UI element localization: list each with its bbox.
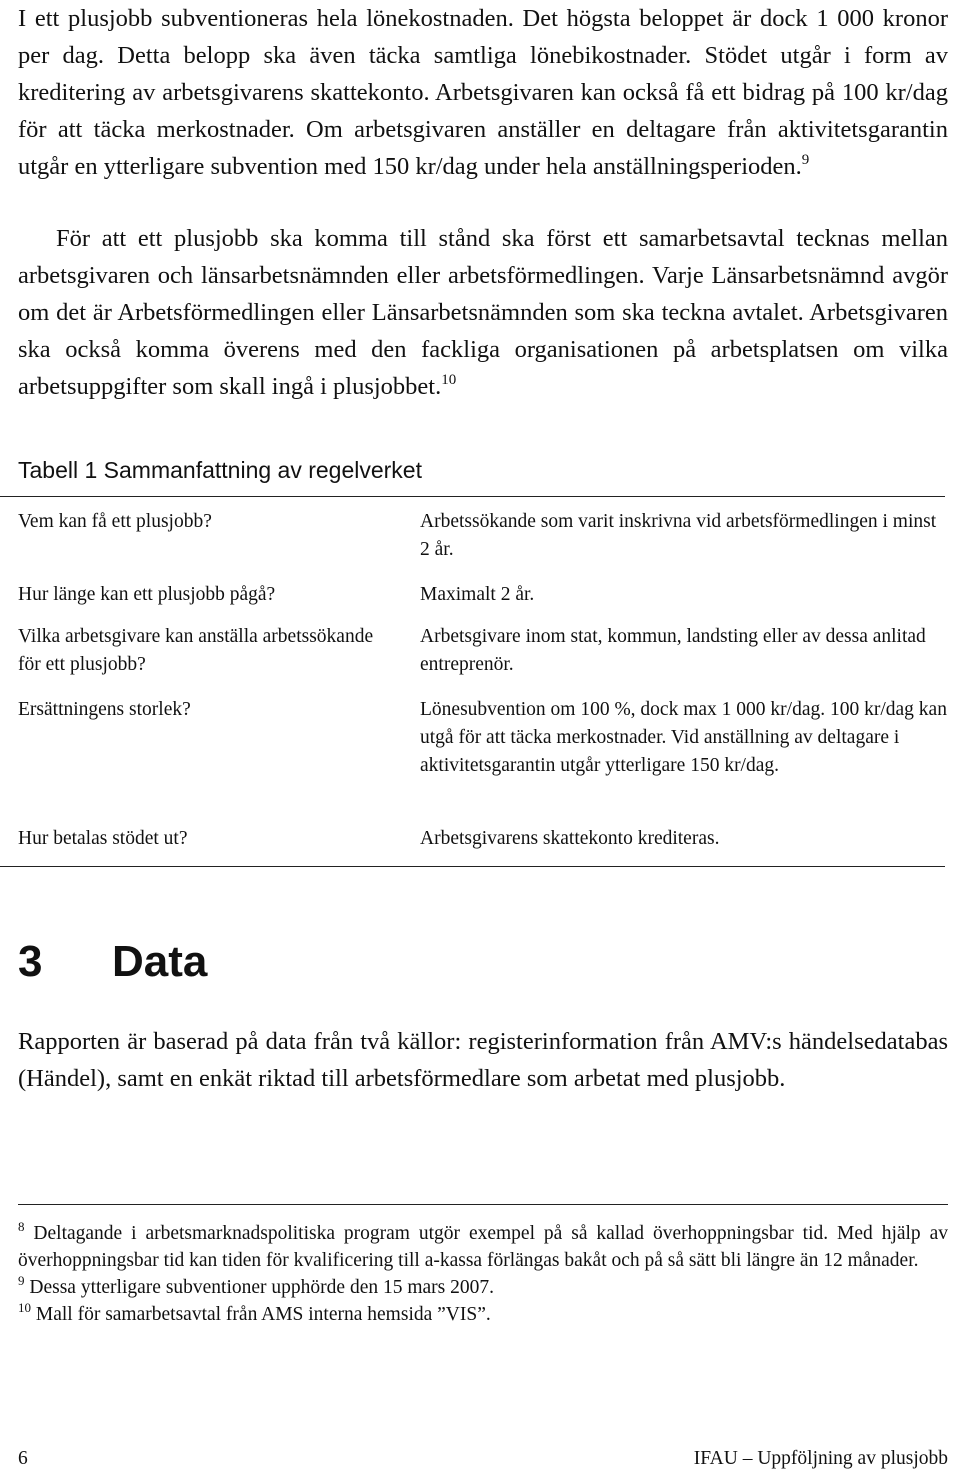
footnote-ref-10[interactable]: 10 (441, 372, 457, 388)
footnote-text: Deltagande i arbetsmarknadspolitiska program utgör exempel på så kallad överhoppningsbar tid. Med hjälp av överhoppningsbar tid kan tiden för kvalificering till a-kassa förlängas bakåt och på så sätt bli längre än 12 månader. (18, 1223, 948, 1271)
page-number: 6 (18, 1448, 28, 1469)
footnote-8 (18, 1220, 948, 1274)
table-answer: Arbetssökande som varit inskrivna vid arbetsförmedlingen i minst 2 år. (420, 511, 937, 560)
footnote-number: 9 (18, 1273, 25, 1288)
footnotes (18, 1220, 948, 1328)
running-title: IFAU – Uppföljning av plusjobb (693, 1448, 948, 1469)
section-paragraph: Rapporten är baserad på data från två källor: registerinformation från AMV:s händelsedatabas (Händel), samt en enkät riktad till arbetsförmedlare som arbetat med plusjobb. (18, 1028, 948, 1092)
table-question: Vem kan få ett plusjobb? (18, 511, 212, 532)
section-title: Data (112, 937, 208, 986)
section-heading (18, 932, 207, 992)
footnote-ref-9[interactable]: 9 (801, 152, 810, 168)
table-bottom-rule (0, 866, 945, 867)
table-answer: Arbetsgivarens skattekonto krediteras. (420, 828, 720, 849)
section-number: 3 (18, 937, 43, 986)
footnote-number: 8 (18, 1219, 25, 1234)
footnote-10 (18, 1301, 948, 1328)
table-caption: Tabell 1 Sammanfattning av regelverket (18, 457, 422, 483)
paragraph-1-text: I ett plusjobb subventioneras hela lönekostnaden. Det högsta beloppet är dock 1 000 kronor per dag. Detta belopp ska även täcka samtliga lönebikostnader. Stödet utgår i form av kreditering av arbetsgivarens skattekonto. Arbetsgivaren kan också få ett bidrag på 100 kr/dag för att täcka merkostnader. Om arbetsgivaren anställer en deltagare från aktivitetsgarantin utgår en ytterligare subvention med 150 kr/dag under hela anställningsperioden. (18, 5, 948, 180)
footnote-text: Dessa ytterligare subventioner upphörde den 15 mars 2007. (29, 1277, 495, 1298)
footnote-9 (18, 1274, 948, 1301)
footnote-separator (18, 1204, 948, 1205)
footnote-text: Mall för samarbetsavtal från AMS interna hemsida ”VIS”. (35, 1304, 491, 1325)
table-question: Hur betalas stödet ut? (18, 828, 188, 849)
table-question: Ersättningens storlek? (18, 699, 191, 720)
table-answer: Arbetsgivare inom stat, kommun, landsting eller av dessa anlitad entreprenör. (420, 626, 926, 675)
table-top-rule (0, 496, 945, 497)
footnote-number: 10 (18, 1300, 31, 1315)
paragraph-2-text: För att ett plusjobb ska komma till stånd ska först ett samarbetsavtal tecknas mellan arbetsgivaren och länsarbetsnämnden eller arbetsförmedlingen. Varje Länsarbetsnämnd avgör om det är Arbetsförmedlingen eller Länsarbetsnämnden som ska teckna avtalet. Arbetsgivaren ska också komma överens med den fackliga organisationen på arbetsplatsen om vilka arbetsuppgifter som skall ingå i plusjobbet. (18, 225, 948, 400)
table-answer: Maximalt 2 år. (420, 584, 535, 605)
table-answer: Lönesubvention om 100 %, dock max 1 000 kr/dag. 100 kr/dag kan utgå för att täcka merkostnader. Vid anställning av deltagare i aktivitetsgarantin utgår ytterligare 150 kr/dag. (420, 699, 947, 776)
table-question: Vilka arbetsgivare kan anställa arbetssökande för ett plusjobb? (18, 626, 374, 675)
body-paragraph-1 (18, 0, 948, 185)
body-paragraph-2 (18, 220, 948, 405)
table-question: Hur länge kan ett plusjobb pågå? (18, 584, 276, 605)
